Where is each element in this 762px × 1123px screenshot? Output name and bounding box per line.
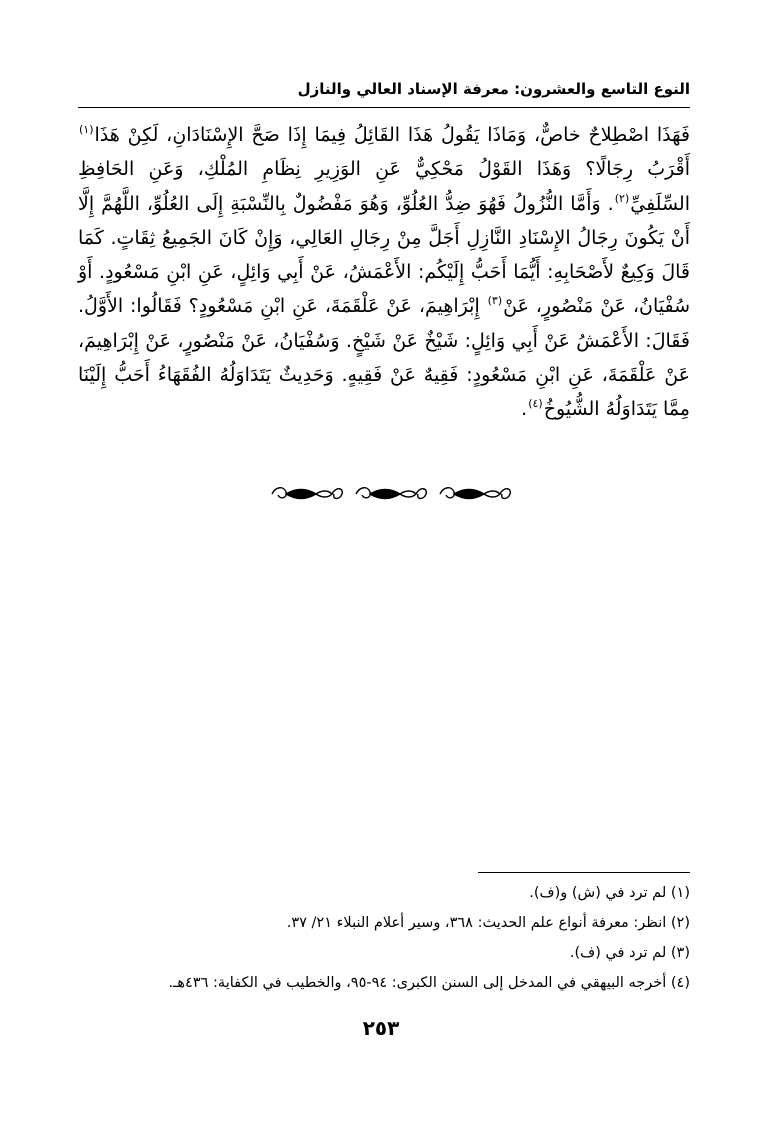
footnote-ref-4[interactable]: (٤) bbox=[528, 397, 543, 411]
main-text bbox=[78, 118, 690, 427]
text-segment-3: . وَأَمَّا النُّزُولُ فَهُوَ ضِدُّ العُلُوِّ، وَهُوَ مَفْضُولٌ بِالنِّسْبَةِ إِلَى العُلُوِّ، اللَّهُمَّ إِلَّا أَنْ يَكُونَ رِجَالُ الإِسْنَادِ النَّازِلِ أَجَلَّ مِنْ رِجَالِ العَالِي، وَإِنْ كَانَ الجَمِيعُ ثِقَاتٍ. كَمَا قَالَ وَكِيعٌ لأَصْحَابِهِ: أَيُّمَا أَحَبُّ إِلَيْكُم: الأَعْمَشُ، عَنْ أَبِي وَائِلٍ، عَنِ ابْنِ مَسْعُودٍ. أَوْ سُفْيَانُ، عَنْ مَنْصُورٍ، عَنْ bbox=[78, 192, 691, 318]
text-segment-1: فَهَذَا اصْطِلاحٌ خاصٌّ، وَمَاذَا يَقُولُ هَذَا القَائِلُ فِيمَا إِذَا صَحَّ الإِسْنَادَانِ، لَكِنْ هَذَا bbox=[94, 124, 690, 146]
main-paragraph bbox=[78, 118, 690, 427]
footnote-ref-1[interactable]: (١) bbox=[79, 123, 94, 136]
footnotes bbox=[78, 878, 690, 998]
footnote-rule bbox=[478, 872, 690, 873]
footnote-4: (٤) أخرجه البيهقي في المدخل إلى السنن الكبرى: ٩٤-٩٥، والخطيب في الكفاية: ٤٣٦هـ. bbox=[168, 975, 690, 991]
footnote-1: (١) لم ترد في (ش) و(ف). bbox=[529, 885, 690, 901]
ornament-unit bbox=[440, 488, 510, 499]
header-rule bbox=[78, 107, 690, 108]
footnote-3: (٣) لم ترد في (ف). bbox=[569, 945, 690, 961]
footnote-2: (٢) انظر: معرفة أنواع علم الحديث: ٣٦٨، وسير أعلام النبلاء ٢١/ ٣٧. bbox=[286, 915, 690, 931]
text-segment-2: أَقْرَبُ رِجَالًا؟ وَهَذَا القَوْلُ مَحْكِيٌّ عَنِ الوَزِيرِ نِظَامِ المُلْكِ، وَعَنِ الحَافِظِ السِّلَفِيِّ bbox=[78, 158, 690, 215]
ornament-unit bbox=[356, 488, 426, 499]
ornament-unit bbox=[272, 488, 342, 499]
page-number: ٢٥٣ bbox=[362, 1016, 400, 1040]
text-segment-4: إِبْرَاهِيمَ، عَنْ عَلْقَمَةَ، عَنِ ابْنِ مَسْعُودٍ؟ فَقَالُوا: الأَوَّلُ. فَقَالَ: الأَعْمَشُ عَنْ أَبِي وَائِلٍ: شَيْخٌ عَنْ شَيْخٍ. وَسُفْيَانُ، عَنْ مَنْصُورٍ، عَنْ إِبْرَاهِيمَ، عَنْ عَلْقَمَةَ، عَنِ ابْنِ مَسْعُودٍ: فَقِيهٌ عَنْ فَقِيهٍ. وَحَدِيثٌ يَتَدَاوَلُهُ الفُقَهَاءُ أَحَبُّ إِلَيْنَا مِمَّا يَتَدَاوَلُهُ الشُّيُوخُ bbox=[78, 295, 690, 421]
running-head: النوع التاسع والعشرون: معرفة الإسناد العالي والنازل bbox=[297, 80, 690, 98]
footnote-ref-2[interactable]: (٢) bbox=[614, 191, 630, 205]
footnote-ref-3[interactable]: (٣) bbox=[487, 294, 503, 308]
floral-divider-icon bbox=[266, 480, 514, 508]
text-segment-5: . bbox=[521, 398, 528, 421]
